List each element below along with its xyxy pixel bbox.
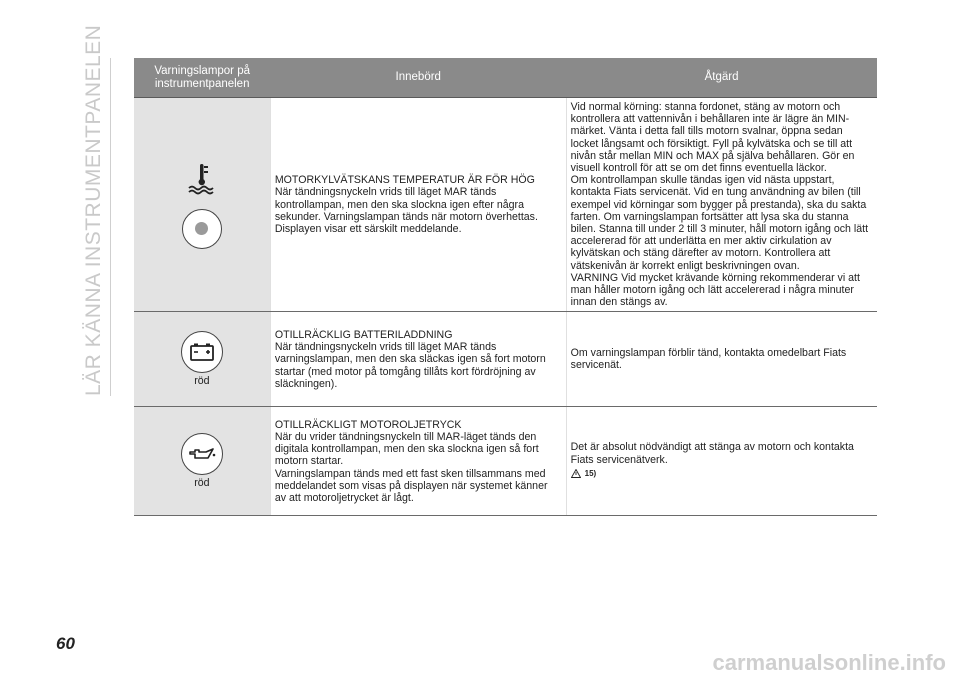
page-number: 60 bbox=[56, 634, 75, 653]
indicator-lamp bbox=[181, 433, 223, 475]
meaning-cell bbox=[270, 407, 566, 516]
action-text: Det är absolut nödvändigt att stänga av motorn och kontakta Fiats servicenätverk. bbox=[570, 441, 854, 466]
header-meaning: Innebörd bbox=[270, 58, 566, 98]
icon-cell bbox=[134, 98, 270, 312]
warning-triangle-icon bbox=[571, 469, 581, 478]
icon-cell bbox=[134, 312, 270, 407]
meaning-cell bbox=[270, 98, 566, 312]
header-warning-lights: Varningslampor på instrumentpanelen bbox=[134, 58, 270, 98]
table-header-row bbox=[134, 58, 877, 98]
action-cell bbox=[566, 407, 877, 516]
battery-icon bbox=[189, 342, 215, 362]
oil-pressure-icon bbox=[187, 445, 217, 463]
lamp-dot bbox=[195, 222, 208, 235]
meaning-text: MOTORKYLVÄTSKANS TEMPERATUR ÄR FÖR HÖG När tändningsnyckeln vrids till läget MAR tänds kontrollampan, men den ska slockna igen efter några sekunder. Varningslampan tänds när motorn överhettas. Displayen visar ett särskilt meddelande. bbox=[274, 174, 538, 236]
icon-caption: röd bbox=[194, 477, 210, 490]
table-row bbox=[134, 98, 877, 312]
icon-caption: röd bbox=[194, 375, 210, 388]
action-text: Om varningslampan förblir tänd, kontakta omedelbart Fiats servicenät. bbox=[570, 347, 847, 372]
action-text: Vid normal körning: stanna fordonet, stäng av motorn och kontrollera att vattennivån i behållaren inte är lägre än MIN-märket. Vänta i detta fall tills motorn svalnar, öppna sedan locket långsamt och försiktigt. Fyll på kylvätska och se till att nivån står mellan MIN och MAX på själva behållaren. Gör en visuell kontroll för att se om det finns eventuella läckor. Om kontrollampan skulle tändas igen vid nästa uppstart, kontakta Fiats servicenät. Vid en tung användning av bilen (till exempel vid körningar som bygger på prestanda), ska du sakta farten. Om varningslampan fortsätter att lysa ska du stanna bilen. Stanna till under 2 till 3 minuter, håll motorn igång och lätt accelererad för att underlätta en mer aktiv cirkulation av kylvätskan och stäng därefter av motorn. Kontrollera att vätskenivån är korrekt enligt beskrivningen ovan. VARNING Vid mycket krävande körning rekommenderar vi att man håller motorn igång och lätt accelererad i några minuter innan den stängs av. bbox=[570, 101, 869, 309]
warning-reference bbox=[571, 468, 597, 480]
warning-reference-number: 15) bbox=[584, 468, 597, 478]
table-row bbox=[134, 312, 877, 407]
warning-lights-table bbox=[134, 58, 877, 516]
meaning-text: OTILLRÄCKLIGT MOTOROLJETRYCK När du vrider tändningsnyckeln till MAR-läget tänds den digitala kontrollampan, men den ska slockna igen så fort motorn startar. Varningslampan tänds med ett fast sken tillsammans med meddelandet som visas på displayen när systemet känner av att motoroljetrycket är lågt. bbox=[274, 418, 548, 504]
indicator-lamp bbox=[182, 209, 222, 249]
indicator-lamp bbox=[181, 331, 223, 373]
table-row bbox=[134, 407, 877, 516]
meaning-cell bbox=[270, 312, 566, 407]
meaning-text: OTILLRÄCKLIG BATTERILADDNING När tändningsnyckeln vrids till läget MAR tänds varningslampan, men den ska släckas igen så fort motorn startar (med motor på tomgång tillåts kort fördröjning av släckningen). bbox=[274, 328, 546, 390]
header-action: Åtgärd bbox=[566, 58, 877, 98]
action-cell bbox=[566, 312, 877, 407]
footer-watermark: carmanualsonline.info bbox=[712, 650, 946, 675]
action-cell bbox=[566, 98, 877, 312]
coolant-temperature-icon bbox=[185, 161, 219, 195]
icon-cell bbox=[134, 407, 270, 516]
side-divider bbox=[110, 58, 111, 396]
side-section-title: LÄR KÄNNA INSTRUMENTPANELEN bbox=[82, 24, 105, 396]
